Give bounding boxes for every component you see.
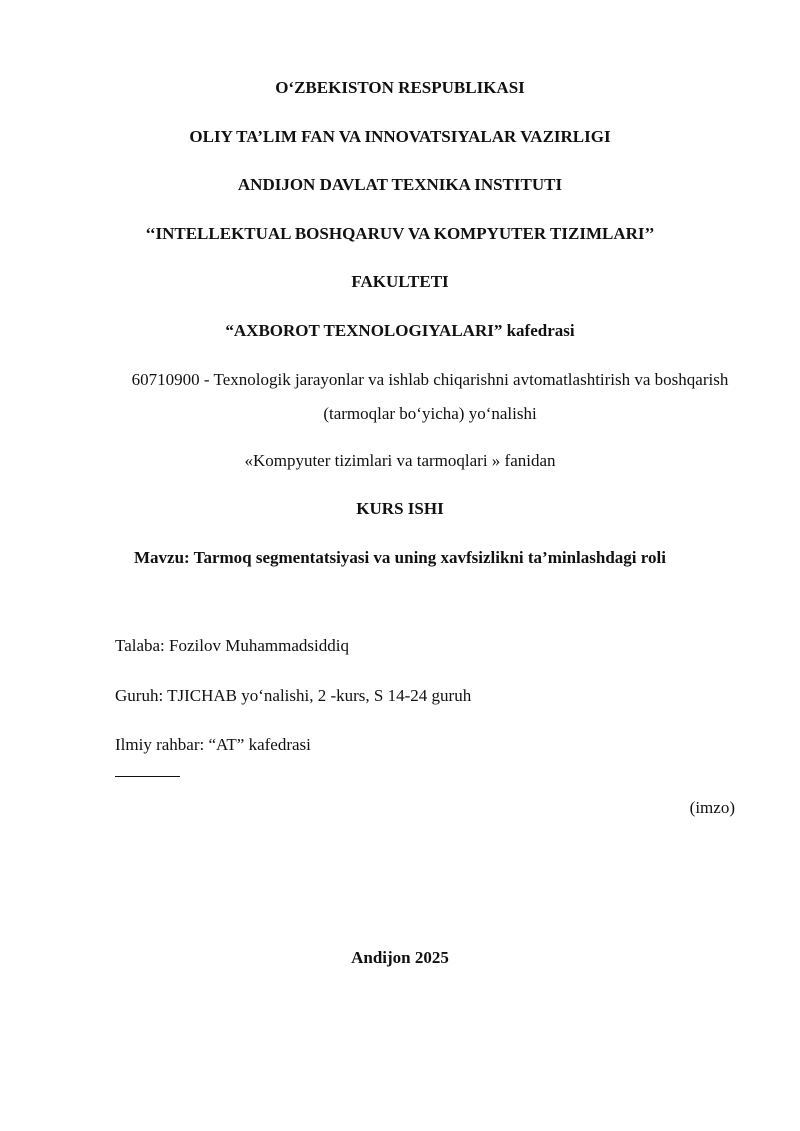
- supervisor-line: Ilmiy rahbar: “AT” kafedrasi: [115, 735, 311, 754]
- ministry-title: OLIY TA’LIM FAN VA INNOVATSIYALAR VAZIRLIGI: [189, 127, 611, 146]
- institute-title: ANDIJON DAVLAT TEXNIKA INSTITUTI: [237, 175, 563, 194]
- work-type: KURS ISHI: [356, 499, 444, 518]
- faculty-label: FAKULTETI: [351, 272, 449, 291]
- topic-title: Mavzu: Tarmoq segmentatsiyasi va uning xavfsizlikni ta’minlashdagi roli: [134, 548, 666, 567]
- student-line: Talaba: Fozilov Muhammadsiddiq: [115, 636, 349, 655]
- faculty-name: ‘‘INTELLEKTUAL BOSHQARUV VA KOMPYUTER TIZIMLARI’’: [145, 224, 655, 243]
- group-line: Guruh: TJICHAB yo‘nalishi, 2 -kurs, S 14-24 guruh: [115, 686, 472, 705]
- signature-label: (imzo): [689, 798, 735, 817]
- subject-line: «Kompyuter tizimlari va tarmoqlari » fanidan: [244, 451, 556, 470]
- direction-text: 60710900 - Texnologik jarayonlar va ishlab chiqarishni avtomatlashtirish va boshqarish (tarmoqlar bo‘yicha) yo‘nalishi: [131, 370, 729, 423]
- signature-line: [115, 776, 180, 777]
- country-title: O‘ZBEKISTON RESPUBLIKASI: [275, 78, 525, 97]
- department-name: “AXBOROT TEXNOLOGIYALARI” kafedrasi: [225, 321, 575, 340]
- city-year: Andijon 2025: [351, 948, 449, 967]
